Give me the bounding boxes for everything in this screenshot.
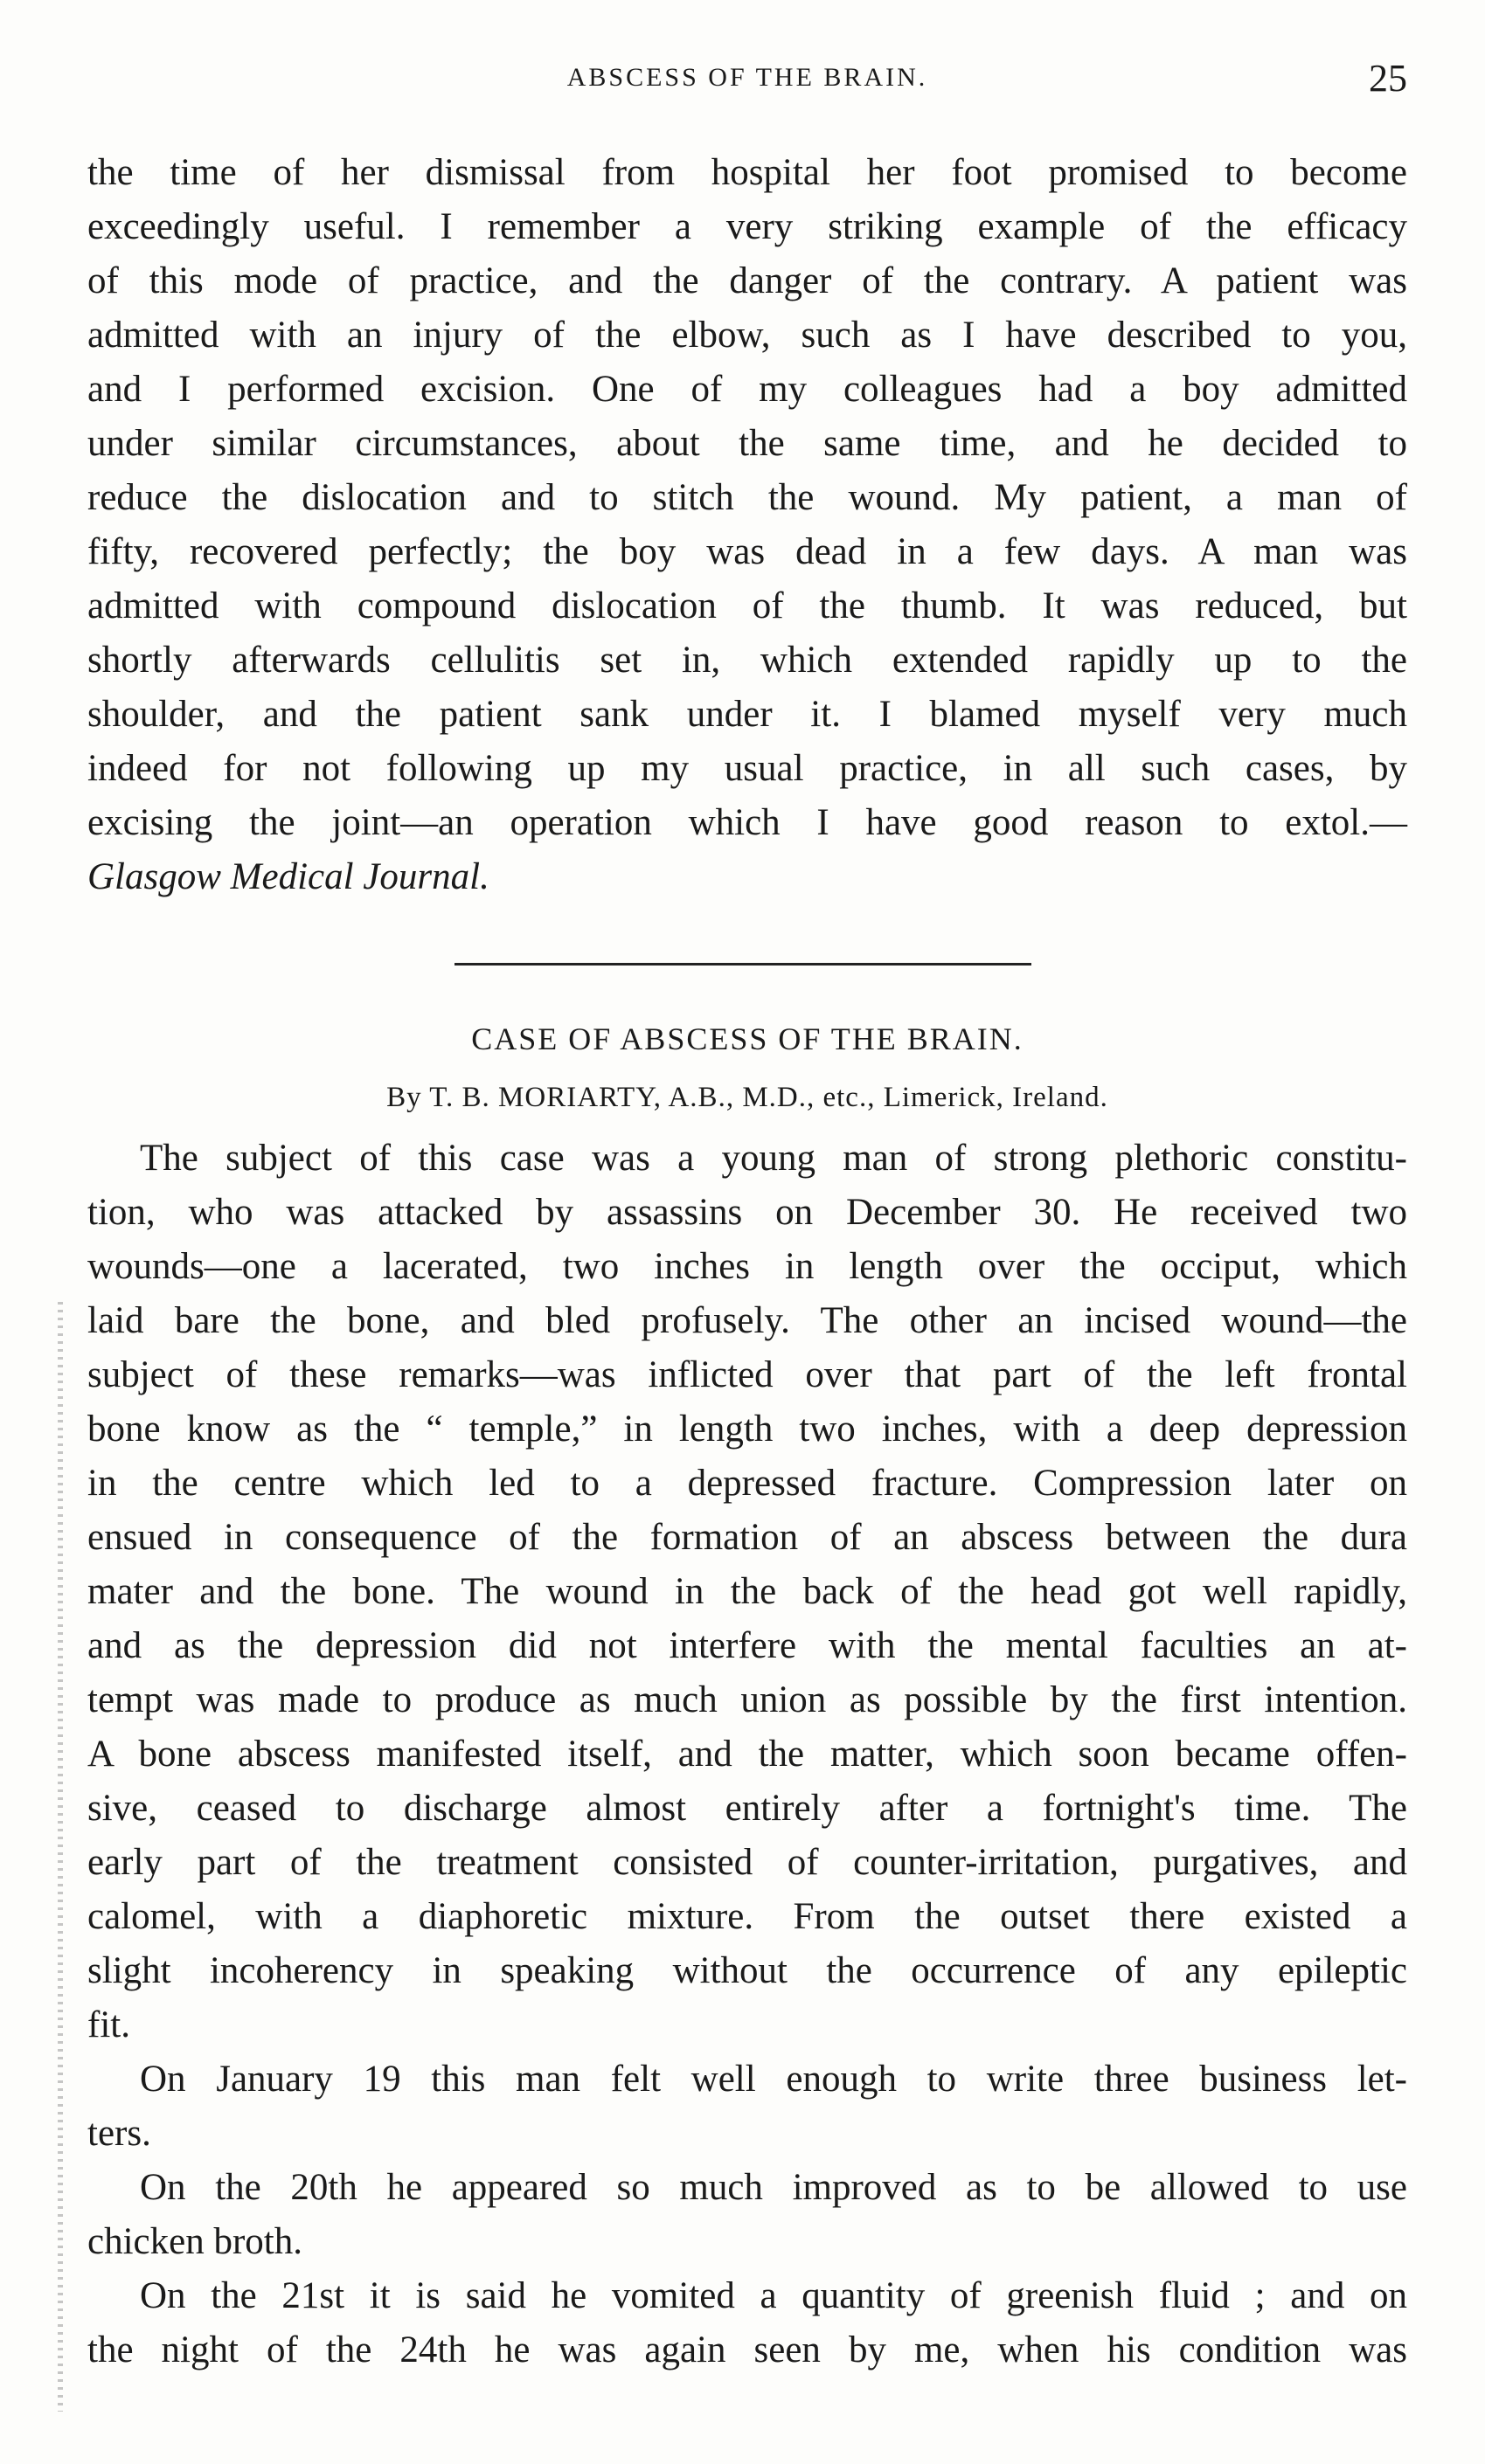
text-line: chicken broth. (87, 2221, 302, 2262)
binding-edge (58, 1302, 63, 2412)
text-line: tempt was made to produce as much union as possible by the first intention. (87, 1679, 1407, 1720)
text-line: bone know as the “ temple,” in length two inches, with a deep depression (87, 1408, 1407, 1450)
text-line: laid bare the bone, and bled profusely. The other an incised wound—the (87, 1300, 1407, 1341)
text-line: the time of her dismissal from hospital her foot promised to become (87, 152, 1407, 193)
text-line: in the centre which led to a depressed fracture. Compression later on (87, 1463, 1407, 1504)
section-divider (455, 963, 1031, 966)
text-line: subject of these remarks—was inflicted over that part of the left frontal (87, 1354, 1407, 1395)
text-line: sive, ceased to discharge almost entirely after a fortnight's time. The (87, 1788, 1407, 1829)
text-line: mater and the bone. The wound in the back of the head got well rapidly, (87, 1571, 1407, 1612)
text-line: The subject of this case was a young man of strong plethoric constitu- (140, 1138, 1407, 1179)
text-line: slight incoherency in speaking without the occurrence of any epileptic (87, 1950, 1407, 1991)
text-line: ters. (87, 2113, 151, 2154)
text-line: admitted with compound dislocation of the thumb. It was reduced, but (87, 585, 1407, 626)
text-line: under similar circumstances, about the same time, and he decided to (87, 423, 1407, 464)
text-line: calomel, with a diaphoretic mixture. From the outset there existed a (87, 1896, 1407, 1937)
text-line: the night of the 24th he was again seen by me, when his condition was (87, 2329, 1407, 2371)
article-title: CASE OF ABSCESS OF THE BRAIN. (471, 1021, 1024, 1056)
text-line: shortly afterwards cellulitis set in, which extended rapidly up to the (87, 640, 1407, 681)
article-byline: By T. B. MORIARTY, A.B., M.D., etc., Limerick, Ireland. (386, 1082, 1108, 1113)
text-line: fifty, recovered perfectly; the boy was dead in a few days. A man was (87, 531, 1407, 572)
running-title: ABSCESS OF THE BRAIN. (566, 63, 928, 92)
text-line: A bone abscess manifested itself, and the matter, which soon became offen- (87, 1734, 1407, 1775)
source-citation: Glasgow Medical Journal. (87, 856, 489, 897)
text-line: of this mode of practice, and the danger of the contrary. A patient was (87, 260, 1407, 301)
text-line: and I performed excision. One of my colleagues had a boy admitted (87, 369, 1407, 410)
text-line: indeed for not following up my usual practice, in all such cases, by (87, 748, 1407, 789)
text-line: ensued in consequence of the formation of an abscess between the dura (87, 1517, 1407, 1558)
text-line: shoulder, and the patient sank under it. I blamed myself very much (87, 694, 1407, 735)
text-line: On the 21st it is said he vomited a quantity of greenish fluid ; and on (140, 2275, 1407, 2316)
text-line: fit. (87, 2004, 130, 2045)
text-line: On the 20th he appeared so much improved as to be allowed to use (140, 2167, 1407, 2208)
text-line: tion, who was attacked by assassins on December 30. He received two (87, 1192, 1407, 1233)
text-line: and as the depression did not interfere with the mental faculties an at- (87, 1625, 1407, 1666)
text-line: admitted with an injury of the elbow, such as I have described to you, (87, 315, 1407, 356)
text-line: excising the joint—an operation which I have good reason to extol.— (87, 802, 1407, 843)
text-line: wounds—one a lacerated, two inches in length over the occiput, which (87, 1246, 1407, 1287)
page-number: 25 (1369, 57, 1407, 100)
text-line: reduce the dislocation and to stitch the wound. My patient, a man of (87, 477, 1407, 518)
text-line: exceedingly useful. I remember a very striking example of the efficacy (87, 206, 1407, 247)
text-line: On January 19 this man felt well enough to write three business let- (140, 2059, 1407, 2100)
text-line: early part of the treatment consisted of counter-irritation, purgatives, and (87, 1842, 1407, 1883)
page-header (87, 57, 1407, 115)
